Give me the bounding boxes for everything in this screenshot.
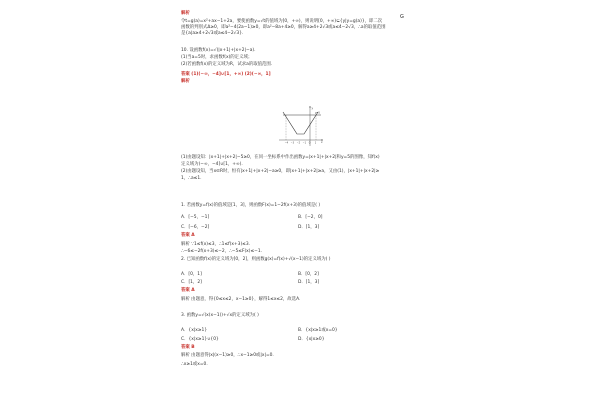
text-line: (1)由题设知：|x+1|+|x+2|−5≥0，在同一坐标系中作出函数y=|x+1|+|x+2|和y=5的图像，知f(x): [181, 155, 380, 160]
x-tick-label: −2: [296, 141, 301, 145]
text-line: 1. 若函数y=f(x)的值域是[1，3]，则函数F(x)=1−2f(x+3)的值域是( ): [181, 203, 321, 208]
analysis-label: 解析: [181, 79, 190, 84]
x-tick-label: −1: [302, 141, 307, 145]
text-line: 2. 已知函数f(x)的定义域为[0，2]，则函数g(x)=f(x)+√(x−1)的定义域为( ): [181, 257, 331, 262]
text-line: 解析 由题意得|x|(x−1)≥0，∴x−1≥0或|x|=0.: [181, 353, 274, 358]
text-line: 3. 函数y=√(x(x−1))+√x的定义域为( ): [181, 313, 259, 318]
x-tick-labels: [285, 142, 317, 145]
option-item: B．[−2，0]: [298, 215, 323, 220]
text-line: 令t=g(a)=x²+ax−1+2a，要使函数y=√t的值域为[0，+∞)，则说明[0，+∞)⊆{y|y=g(a)}，即二次: [181, 19, 383, 24]
answer-line: 答案 B: [181, 345, 195, 350]
y-axis-arrow-icon: [309, 106, 310, 108]
option-item: D．[1，3]: [298, 280, 320, 285]
option-item: B．[0，2]: [298, 272, 319, 277]
option-item: B．{x|x≥1或x=0}: [298, 328, 338, 333]
text-line: (2)若函数f(x)的定义域为R，试求a的取值范围.: [181, 62, 273, 67]
text-line: ∴−6≤−2f(x+3)≤−2，∴−5≤F(x)≤−1.: [181, 249, 263, 254]
text-line: (1)当a=5时，求函数f(x)的定义域；: [181, 55, 253, 60]
x-tick-label: −4: [284, 141, 289, 145]
answer-line: 答案 (1)(−∞，−4]∪[1，+∞) (2)(−∞，1]: [181, 72, 271, 77]
text-line: (2)由题设知，当x∈R时，恒有|x+1|+|x+2|−a≥0，即|x+1|+|x+2|≥a，又由(1)，|x+1|+|x+2|≥: [181, 169, 380, 174]
text-line: 1，∴a≤1.: [181, 176, 202, 181]
option-item: D．{x|x≥0}: [298, 337, 325, 342]
text-line: 解析 ∵1≤f(x)≤3，∴1≤f(x+3)≤3.: [181, 242, 251, 247]
text-line: ∴x≥1或x=0.: [181, 362, 208, 367]
x-tick-label: −3: [290, 141, 295, 145]
analysis-label: 解析: [181, 11, 190, 16]
text-line: 函数的判别式Δ≥0，即a²−4(2a−1)≥0，即a²−8a+4≥0，解得a≥4+2√3或a≤4−2√3，∴a的取值范围: [181, 25, 386, 30]
text-line: C．{x|x≥1}∪{0}: [181, 337, 219, 342]
option-item: A．[−5，−1]: [181, 215, 210, 220]
text-line: A．[0，1]: [181, 272, 202, 277]
x-tick-label: O: [308, 141, 311, 145]
text-line: C．[−6，−2]: [181, 225, 210, 230]
line-label: y=5: [315, 111, 320, 115]
y-axis-label: y: [311, 107, 314, 110]
text-line: C．[1，2]: [181, 280, 202, 285]
function-graph: [277, 104, 325, 148]
text-line: 10. 设函数f(x)=√(|x+1|+|x+2|−a).: [181, 48, 256, 53]
x-axis-label: x: [321, 141, 323, 144]
text-line: A．{x|x≥1}: [181, 328, 208, 333]
x-tick-label: 1: [314, 141, 317, 145]
text-line: 定义域为(−∞，−4]∪[1，+∞).: [181, 162, 243, 167]
function-curve: [283, 112, 318, 134]
text-line: 解析 由题意，得{0≤x≤2，x−1≥0}，解得1≤x≤2，故选A.: [181, 297, 301, 302]
option-item: D．[1，3]: [298, 225, 320, 230]
answer-line: 答案 A: [181, 288, 195, 293]
text-line: 是{a|a≥4+2√3或a≤4−2√3}.: [181, 31, 244, 36]
corner-mark: G: [400, 14, 404, 20]
answer-line: 答案 A: [181, 233, 195, 238]
